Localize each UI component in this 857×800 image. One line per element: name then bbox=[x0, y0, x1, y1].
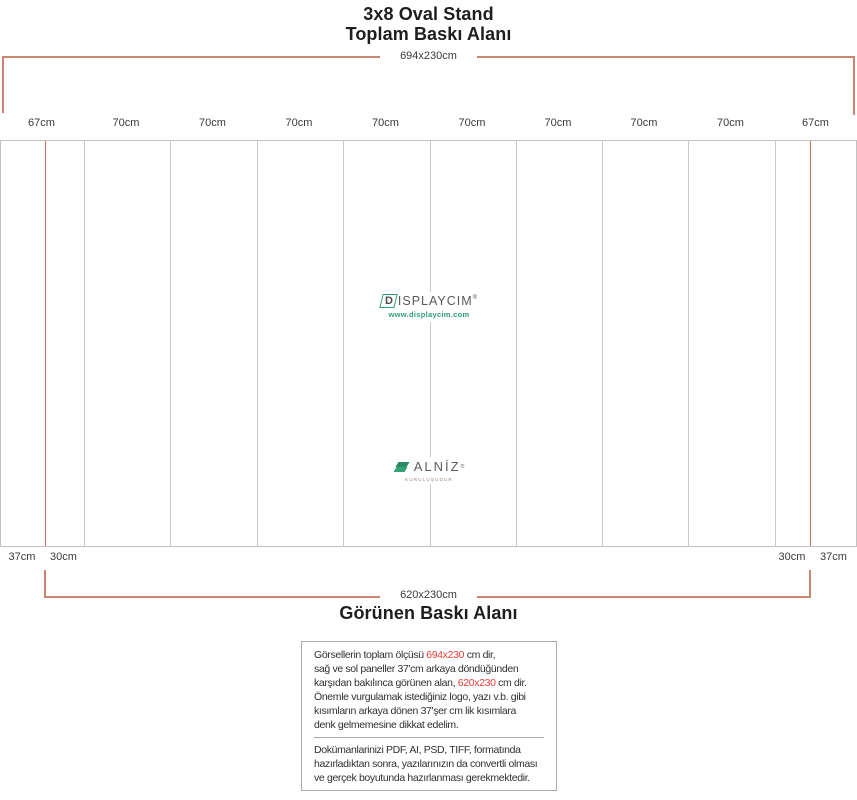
panel-width-label: 70cm bbox=[630, 117, 658, 129]
panel-divider bbox=[430, 141, 431, 546]
alniz-logo bbox=[378, 457, 480, 484]
panel-width-label: 70cm bbox=[285, 117, 313, 129]
displaycim-wordmark: ISPLAYCIM bbox=[397, 294, 473, 308]
displaycim-logo bbox=[353, 292, 505, 322]
panel-width-label: 70cm bbox=[544, 117, 572, 129]
panel-width-label: 70cm bbox=[112, 117, 140, 129]
total-dimension-tick-left bbox=[2, 56, 4, 113]
fold-line-left bbox=[45, 141, 46, 546]
panel-width-label: 70cm bbox=[199, 117, 226, 129]
page-title: 3x8 Oval Stand bbox=[363, 4, 494, 24]
panel-width-label: 70cm bbox=[372, 117, 399, 129]
info-box bbox=[301, 641, 557, 791]
visible-edge-label: 30cm bbox=[778, 551, 806, 563]
visible-size-highlight: 620x230 bbox=[457, 677, 496, 689]
page-subtitle: Toplam Baskı Alanı bbox=[345, 24, 512, 44]
registered-mark: ® bbox=[460, 463, 465, 470]
panel-width-label: 67cm bbox=[802, 117, 829, 129]
panel-width-label: 67cm bbox=[28, 117, 55, 129]
info-box-divider bbox=[314, 737, 544, 738]
panel-divider bbox=[170, 141, 171, 546]
panel-divider bbox=[257, 141, 258, 546]
fold-line-right bbox=[810, 141, 811, 546]
panel-divider bbox=[343, 141, 344, 546]
panel-width-label: 70cm bbox=[717, 117, 744, 129]
visible-edge-label: 30cm bbox=[50, 551, 77, 563]
fold-width-label: 37cm bbox=[820, 551, 847, 563]
displaycim-url: www.displaycim.com bbox=[388, 310, 470, 319]
total-dimension-tick-right bbox=[853, 56, 855, 115]
panel-divider bbox=[688, 141, 689, 546]
total-dimension-label: 694x230cm bbox=[0, 50, 857, 62]
info-paragraph-formats: Dokümanlarinizi PDF, AI, PSD, TIFF, formatında hazırladıktan sonra, yazılarınızın da convertli olması ve gerçek boyutunda hazırlanması gerekmektedir. bbox=[314, 744, 538, 784]
alniz-wordmark: ALNİZ bbox=[413, 459, 461, 474]
visible-area-title: Görünen Baskı Alanı bbox=[339, 603, 518, 623]
alniz-flag-icon bbox=[394, 461, 411, 473]
fold-width-label: 37cm bbox=[8, 551, 36, 563]
print-area-panel bbox=[0, 140, 857, 547]
registered-mark: ® bbox=[472, 295, 478, 301]
panel-divider bbox=[516, 141, 517, 546]
panel-divider bbox=[775, 141, 776, 546]
panel-divider bbox=[602, 141, 603, 546]
visible-dimension-label: 620x230cm bbox=[0, 589, 857, 601]
info-paragraph-sizes: Görsellerin toplam ölçüsü 694x230 cm dir, sağ ve sol paneller 37'cm arkaya döndüğünden karşıdan bakılınca görünen alan, 620x230 cm dir. Önemle vurgulamak istediğiniz logo, yazı v.b. gibi kısımların arkaya dönen 37'şer cm lik kısımlara denk gelmemesine dikkat edelim. bbox=[314, 649, 527, 731]
panel-width-label: 70cm bbox=[458, 117, 486, 129]
panel-divider bbox=[84, 141, 85, 546]
total-size-highlight: 694x230 bbox=[426, 649, 465, 661]
displaycim-d-mark-icon: D bbox=[379, 294, 397, 308]
alniz-tagline: KURULUŞUDUR bbox=[405, 477, 453, 482]
